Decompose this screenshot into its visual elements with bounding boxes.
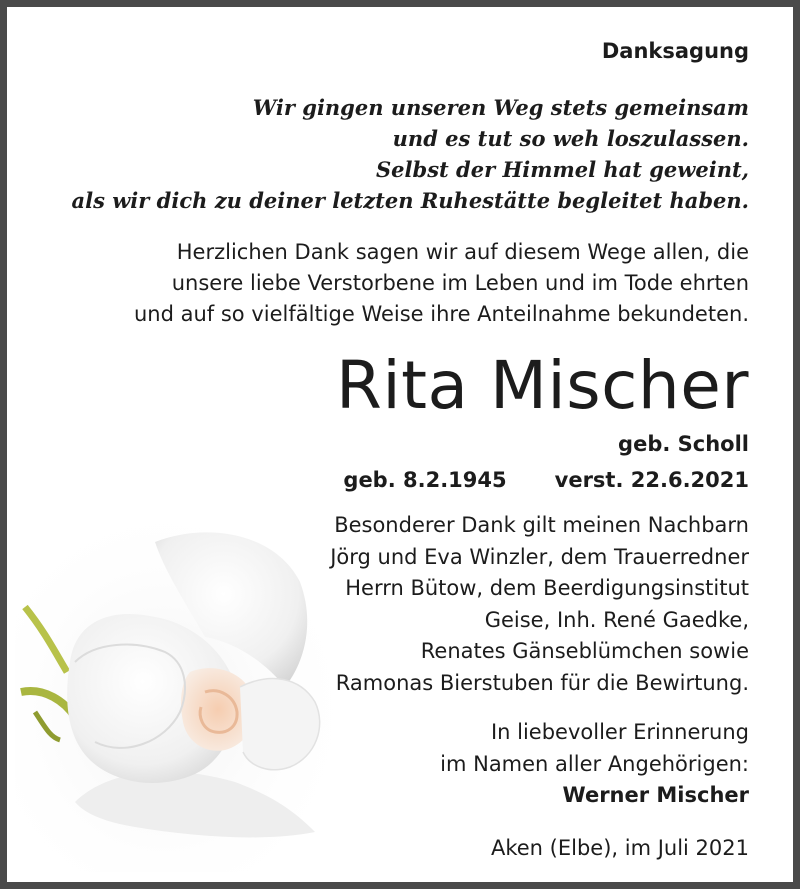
closing-line: In liebevoller Erinnerung — [490, 720, 749, 744]
life-dates — [343, 468, 749, 492]
white-rose-image — [15, 512, 345, 872]
special-thanks-line: Renates Gänseblümchen sowie — [420, 639, 749, 663]
deceased-name: Rita Mischer — [335, 347, 749, 424]
place-and-date: Aken (Elbe), im Juli 2021 — [490, 836, 749, 860]
birth-date: geb. 8.2.1945 — [343, 468, 507, 492]
special-thanks-line: Jörg und Eva Winzler, dem Trauerredner — [330, 544, 749, 569]
signature-block — [440, 717, 749, 812]
poem-line: Wir gingen unseren Weg stets gemeinsam — [252, 95, 749, 120]
thanks-line: und auf so vielfältige Weise ihre Anteilnahme bekundeten. — [134, 302, 749, 326]
thanks-line: unsere liebe Verstorbene im Leben und im Tode ehrten — [171, 271, 749, 295]
closing-line: im Namen aller Angehörigen: — [440, 751, 749, 776]
death-date: verst. 22.6.2021 — [554, 468, 749, 492]
special-thanks — [330, 510, 749, 699]
poem-line: als wir dich zu deiner letzten Ruhestätte begleitet haben. — [71, 188, 749, 213]
thanks-paragraph — [134, 237, 749, 330]
signer-name: Werner Mischer — [562, 783, 749, 807]
poem-line: Selbst der Himmel hat geweint, — [376, 157, 749, 182]
special-thanks-line: Ramonas Bierstuben für die Bewirtung. — [335, 670, 749, 695]
poem — [72, 92, 749, 216]
special-thanks-line: Besonderer Dank gilt meinen Nachbarn — [334, 513, 749, 537]
maiden-name: geb. Scholl — [618, 432, 749, 456]
special-thanks-line: Geise, Inh. René Gaedke, — [484, 607, 749, 632]
thanks-line: Herzlichen Dank sagen wir auf diesem Wege allen, die — [176, 240, 749, 264]
special-thanks-line: Herrn Bütow, dem Beerdigungsinstitut — [345, 576, 749, 600]
heading-danksagung: Danksagung — [601, 39, 749, 63]
poem-line: und es tut so weh loszulassen. — [392, 126, 749, 151]
